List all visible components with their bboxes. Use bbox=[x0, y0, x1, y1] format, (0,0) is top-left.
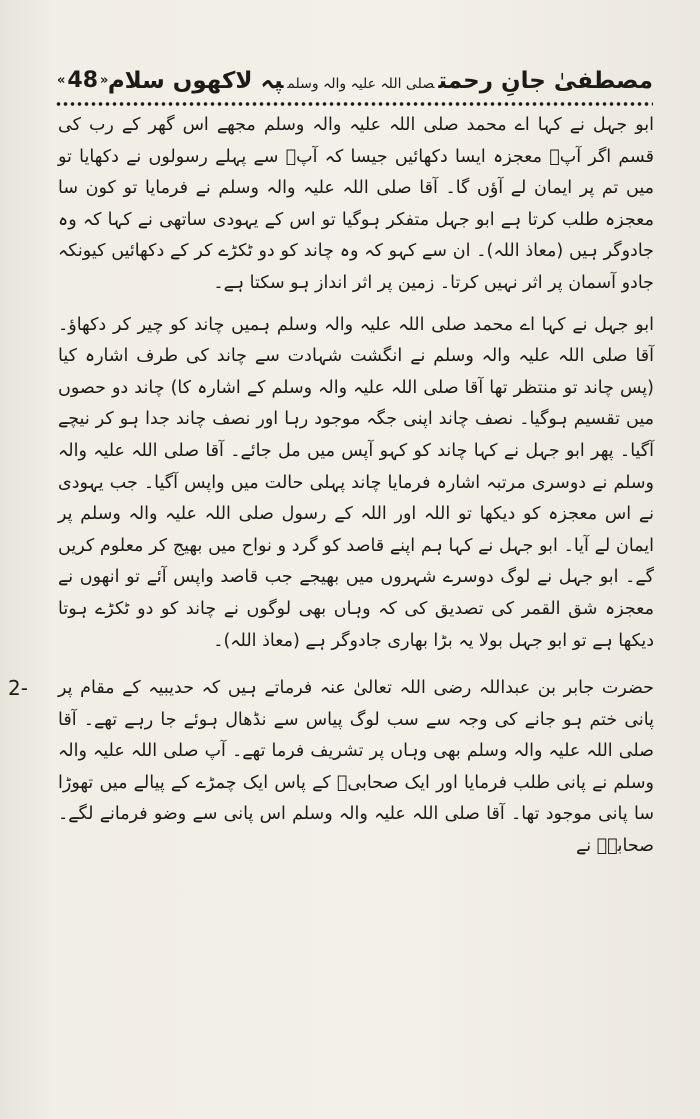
page-number-ornament-right: » bbox=[100, 72, 109, 88]
page-number-ornament-left: « bbox=[57, 72, 66, 88]
running-header bbox=[55, 66, 653, 100]
numbered-item-text: حضرت جابر بن عبداللہ رضی اللہ تعالیٰ عنہ فرماتے ہیں کہ حدیبیہ کے مقام پر پانی ختم ہو جانے کی وجہ سے سب لوگ پیاس سے نڈھال ہوئے جا رہے تھے۔ آقا صلی اللہ علیہ والہ وسلم بھی وہاں پر تشریف فرما تھے۔ آپ صلی اللہ علیہ والہ وسلم نے پانی طلب فرمایا اور ایک صحابیؓ کے پاس ایک چمڑے کے پیالے میں تھوڑا سا پانی موجود تھا۔ آقا صلی اللہ علیہ والہ وسلم اس پانی سے وضو فرمانے لگے۔ صحابہؓ نے bbox=[58, 678, 654, 857]
header-dotted-rule bbox=[55, 101, 653, 107]
page-number-value: 48 bbox=[67, 67, 99, 93]
body-text bbox=[8, 110, 654, 863]
item-number: 2- bbox=[8, 676, 28, 701]
paragraph-2: ابو جہل نے کہا اے محمد صلی اللہ علیہ والہ وسلم ہمیں چاند کو چیر کر دکھاؤ۔ آقا صلی اللہ علیہ والہ وسلم نے انگشت شہادت سے چاند کی طرف اشارہ کیا (پس چاند تو منتظر تھا آقا صلی اللہ علیہ والہ وسلم کے اشارہ کا) چاند دو حصوں میں تقسیم ہوگیا۔ نصف چاند اپنی جگہ موجود رہا اور نصف چاند جدا ہو کر نیچے آگیا۔ پھر ابو جہل نے کہا چاند کو کہو آپس میں مل جائے۔ آقا صلی اللہ علیہ والہ وسلم نے دوسری مرتبہ اشارہ فرمایا چاند پہلی حالت میں واپس آگیا۔ جب یہودی نے اس معجزہ کو دیکھا تو اللہ اور اللہ کے رسول صلی اللہ علیہ والہ وسلم پر ایمان لے آیا۔ ابو جہل نے کہا ہم اپنے قاصد کو گرد و نواح میں بھیج کر معلوم کریں گے۔ ابو جہل نے لوگ دوسرے شہروں میں بھیجے جب قاصد واپس آئے تو انھوں نے معجزہ شق القمر کی تصدیق کی کہ وہاں بھی لوگوں نے چاند کو دو ٹکڑے ہوتا دیکھا ہے تو ابو جہل بولا یہ بڑا بھاری جادوگر ہے (معاذ اللہ)۔ bbox=[58, 314, 654, 651]
header-title-text: مصطفیٰ جانِ رحمت bbox=[438, 68, 653, 94]
page-number bbox=[55, 67, 110, 93]
paragraph-1: ابو جہل نے کہا اے محمد صلی اللہ علیہ والہ وسلم مجھے اس گھر کے رب کی قسم اگر آپؐ معجزہ ایسا دکھائیں جیسا کہ آپؐ سے پہلے رسولوں نے دکھایا تو میں تم پر ایمان لے آؤں گا۔ آقا صلی اللہ علیہ والہ وسلم نے فرمایا تو کون سا معجزہ طلب کرتا ہے ابو جہل متفکر ہوگیا تو اس کے یہودی ساتھی نے کہا کہ وہ جادوگر ہیں (معاذ اللہ)۔ ان سے کہو کہ وہ چاند کو دو ٹکڑے کر کے دکھائیں کیونکہ جادو آسمان پر اثر نہیں کرتا۔ زمین پر اثر انداز ہو سکتا ہے۔ bbox=[58, 115, 654, 293]
header-title-end: پہ لاکھوں سلام bbox=[107, 68, 284, 94]
header-honorific: صلی اللہ علیہ والہ وسلم bbox=[287, 76, 435, 92]
running-header-title bbox=[108, 66, 653, 99]
numbered-item-2 bbox=[8, 673, 654, 863]
